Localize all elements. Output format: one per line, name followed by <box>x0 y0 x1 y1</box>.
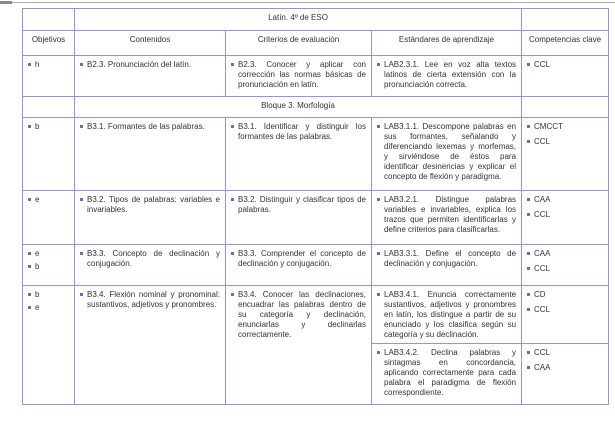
curriculum-table <box>22 8 609 405</box>
bullet-icon <box>527 366 530 369</box>
bullet-icon <box>231 63 234 66</box>
objetivos-cell <box>23 245 75 286</box>
estandares-cell <box>372 286 522 344</box>
estandares-cell <box>372 118 522 191</box>
estandar-text: LAB3.3.1. Define el concepto de declinación y conjugación. <box>384 249 517 268</box>
page-top-divider <box>0 2 615 3</box>
bloque-header-row <box>23 97 609 118</box>
estandar-text: LAB3.4.1. Enuncia correctamente sustantivos, adjetivos y pronombres en latín, los distingue a partir de su enunciado y los clasifica según su categoría y su declinación. <box>384 290 517 339</box>
bullet-icon <box>527 213 530 216</box>
contenidos-cell <box>75 56 226 97</box>
bullet-icon <box>527 351 530 354</box>
list-item <box>377 195 516 235</box>
contenido-text: B3.1. Formantes de las palabras. <box>87 122 205 131</box>
criterio-text: B3.3. Comprender el concepto de declinación y conjugación. <box>238 249 366 268</box>
bloque-header: Bloque 3. Morfología <box>75 97 522 118</box>
objetivo-label: e <box>35 195 40 204</box>
objetivos-cell <box>23 118 75 191</box>
list-item <box>231 195 366 215</box>
criterio-text: B3.1. Identificar y distinguir los formantes de las palabras. <box>238 122 366 141</box>
table-title: Latín. 4º de ESO <box>75 9 522 31</box>
estandares-cell <box>372 344 522 405</box>
criterio-text: B3.4. Conocer las declinaciones, encuadrar las palabras dentro de su categoría y declinación, enunciarlas y declinarlas correctamente. <box>238 290 366 339</box>
competencia-label: CCL <box>534 348 551 357</box>
list-item <box>231 290 366 340</box>
competencia-label: CCL <box>534 305 551 314</box>
bullet-icon <box>377 252 380 255</box>
list-item <box>231 122 366 142</box>
list-item <box>527 290 603 300</box>
col-header-criterios: Criterios de evaluación <box>226 31 372 56</box>
bullet-icon <box>80 252 83 255</box>
page-top-divider-tip <box>0 1 12 4</box>
list-item <box>28 122 69 132</box>
criterios-cell <box>226 118 372 191</box>
competencia-label: CCL <box>534 60 551 69</box>
bullet-icon <box>527 140 530 143</box>
list-item <box>527 305 603 315</box>
estandar-text: LAB2.3.1. Lee en voz alta textos latinos de cierta extensión con la pronunciación correcta. <box>384 60 517 89</box>
list-item <box>377 60 516 90</box>
bullet-icon <box>527 308 530 311</box>
contenidos-cell <box>75 118 226 191</box>
list-item <box>527 122 603 132</box>
bullet-icon <box>80 63 83 66</box>
list-item <box>80 290 220 310</box>
list-item <box>231 60 366 90</box>
col-header-competencias: Competencias clave <box>522 31 609 56</box>
objetivo-label: e <box>35 303 40 312</box>
bullet-icon <box>28 293 31 296</box>
competencias-cell <box>522 344 609 405</box>
contenidos-cell <box>75 245 226 286</box>
competencias-cell <box>522 191 609 245</box>
competencia-label: CCL <box>534 137 551 146</box>
table-row <box>23 56 609 97</box>
bullet-icon <box>377 63 380 66</box>
criterios-cell <box>226 286 372 405</box>
contenido-text: B3.3. Concepto de declinación y conjugación. <box>87 249 220 268</box>
list-item <box>28 262 69 272</box>
objetivos-cell <box>23 286 75 405</box>
objetivo-label: h <box>35 60 40 69</box>
list-item <box>377 122 516 182</box>
bullet-icon <box>527 63 530 66</box>
list-item <box>28 290 69 300</box>
objetivo-label: b <box>35 262 40 271</box>
bullet-icon <box>527 125 530 128</box>
competencia-label: CCL <box>534 264 551 273</box>
criterio-text: B3.2. Distinguir y clasificar tipos de palabras. <box>238 195 366 214</box>
list-item <box>527 264 603 274</box>
contenido-text: B2.3. Pronunciación del latín. <box>87 60 192 69</box>
table-row <box>23 245 609 286</box>
col-header-estandares: Estándares de aprendizaje <box>372 31 522 56</box>
competencia-label: CAA <box>534 249 551 258</box>
list-item <box>377 290 516 340</box>
list-item <box>377 348 516 398</box>
list-item <box>80 122 220 132</box>
bullet-icon <box>231 252 234 255</box>
bullet-icon <box>377 351 380 354</box>
estandar-text: LAB3.4.2. Declina palabras y sintagmas en concordancia, aplicando correctamente para cada palabra el paradigma de flexión correspondiente. <box>384 348 517 397</box>
competencias-cell <box>522 286 609 344</box>
estandar-text: LAB3.1.1. Descompone palabras en sus formantes, señalando y diferenciando lexemas y morfemas, y sirviéndose de éstos para identificar desinencias y explicar el concepto de flexión y paradigma. <box>384 122 517 181</box>
list-item <box>28 249 69 259</box>
col-header-objetivos: Objetivos <box>23 31 75 56</box>
col-header-contenidos: Contenidos <box>75 31 226 56</box>
list-item <box>80 60 220 70</box>
title-row-empty-right <box>522 9 609 31</box>
bullet-icon <box>231 125 234 128</box>
table-title-row <box>23 9 609 31</box>
competencia-label: CAA <box>534 363 551 372</box>
objetivo-label: e <box>35 249 40 258</box>
competencia-label: CD <box>534 290 546 299</box>
contenido-text: B3.2. Tipos de palabras: variables e invariables. <box>87 195 220 214</box>
bullet-icon <box>28 63 31 66</box>
title-row-empty-left <box>23 9 75 31</box>
list-item <box>527 195 603 205</box>
table-row <box>23 191 609 245</box>
list-item <box>28 303 69 313</box>
list-item <box>527 348 603 358</box>
list-item <box>28 60 69 70</box>
objetivo-label: b <box>35 122 40 131</box>
list-item <box>527 137 603 147</box>
bullet-icon <box>231 198 234 201</box>
estandares-cell <box>372 245 522 286</box>
bullet-icon <box>377 198 380 201</box>
column-header-row <box>23 31 609 56</box>
estandares-cell <box>372 56 522 97</box>
bullet-icon <box>377 293 380 296</box>
bullet-icon <box>231 293 234 296</box>
bullet-icon <box>80 125 83 128</box>
contenido-text: B3.4. Flexión nominal y pronominal: sustantivos, adjetivos y pronombres. <box>87 290 220 309</box>
objetivos-cell <box>23 191 75 245</box>
list-item <box>527 363 603 373</box>
list-item <box>527 60 603 70</box>
bloque-row-empty-left <box>23 97 75 118</box>
bloque-row-empty-right <box>522 97 609 118</box>
table-row <box>23 118 609 191</box>
criterios-cell <box>226 191 372 245</box>
list-item <box>527 210 603 220</box>
objetivo-label: b <box>35 290 40 299</box>
bullet-icon <box>80 293 83 296</box>
bullet-icon <box>80 198 83 201</box>
contenidos-cell <box>75 286 226 405</box>
list-item <box>377 249 516 269</box>
list-item <box>80 195 220 215</box>
bullet-icon <box>28 252 31 255</box>
competencias-cell <box>522 56 609 97</box>
competencia-label: CMCCT <box>534 122 563 131</box>
criterios-cell <box>226 245 372 286</box>
contenidos-cell <box>75 191 226 245</box>
competencia-label: CAA <box>534 195 551 204</box>
bullet-icon <box>377 125 380 128</box>
bullet-icon <box>527 267 530 270</box>
bullet-icon <box>527 252 530 255</box>
estandares-cell <box>372 191 522 245</box>
competencias-cell <box>522 245 609 286</box>
objetivos-cell <box>23 56 75 97</box>
estandar-text: LAB3.2.1. Distingue palabras variables e invariables, explica los trazos que permiten identificarlas y define criterios para clasificarlas. <box>384 195 517 234</box>
list-item <box>28 195 69 205</box>
criterios-cell <box>226 56 372 97</box>
list-item <box>527 249 603 259</box>
list-item <box>80 249 220 269</box>
criterio-text: B2.3. Conocer y aplicar con corrección las normas básicas de pronunciación en latín. <box>238 60 366 89</box>
bullet-icon <box>527 198 530 201</box>
competencia-label: CCL <box>534 210 551 219</box>
bullet-icon <box>527 293 530 296</box>
bullet-icon <box>28 125 31 128</box>
bullet-icon <box>28 198 31 201</box>
list-item <box>231 249 366 269</box>
table-row <box>23 286 609 344</box>
bullet-icon <box>28 306 31 309</box>
competencias-cell <box>522 118 609 191</box>
bullet-icon <box>28 265 31 268</box>
